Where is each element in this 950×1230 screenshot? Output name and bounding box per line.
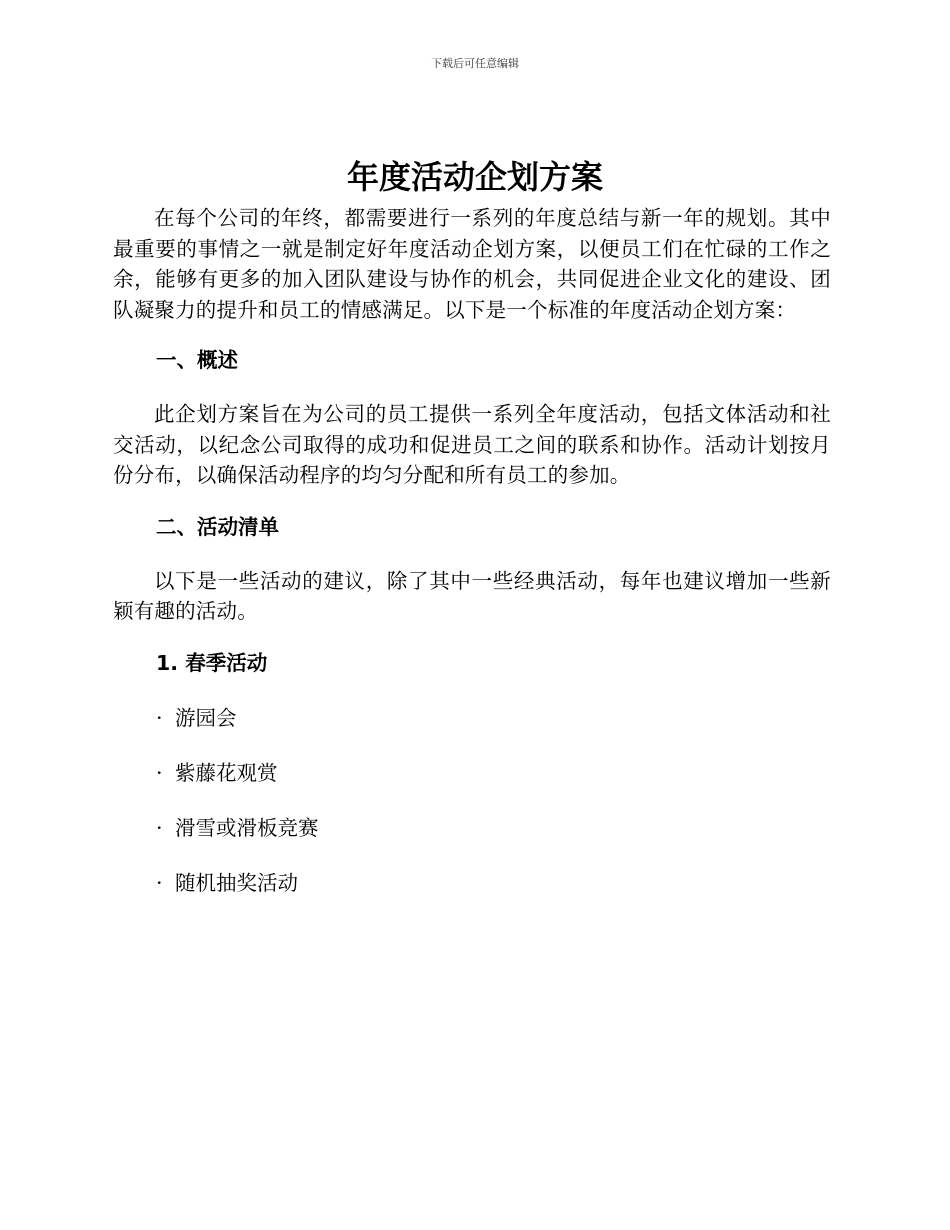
list-item-text: 游园会 [175, 705, 237, 730]
bullet-icon: · [156, 705, 163, 730]
list-item-text: 紫藤花观赏 [175, 760, 278, 785]
spring-activity-list [113, 703, 831, 898]
bullet-icon: · [156, 815, 163, 840]
list-item [113, 813, 831, 843]
list-item [113, 703, 831, 733]
section-body-activity-list: 以下是一些活动的建议，除了其中一些经典活动，每年也建议增加一些新颖有趣的活动。 [113, 568, 831, 623]
list-item-text: 滑雪或滑板竞赛 [175, 815, 319, 840]
document-body [113, 203, 831, 898]
bullet-icon: · [156, 870, 163, 895]
list-item-text: 随机抽奖活动 [175, 870, 298, 895]
intro-paragraph: 在每个公司的年终，都需要进行一系列的年度总结与新一年的规划。其中最重要的事情之一就是制定好年度活动企划方案，以便员工们在忙碌的工作之余，能够有更多的加入团队建设与协作的机会，共同促进企业文化的建设、团队凝聚力的提升和员工的情感满足。以下是一个标准的年度活动企划方案： [113, 206, 831, 322]
page-header-note: 下载后可任意编辑 [431, 57, 519, 70]
section-body-overview: 此企划方案旨在为公司的员工提供一系列全年度活动，包括文体活动和社交活动，以纪念公司取得的成功和促进员工之间的联系和协作。活动计划按月份分布，以确保活动程序的均匀分配和所有员工的参加。 [113, 402, 831, 487]
section-heading-overview: 一、概述 [156, 348, 238, 372]
section-heading-activity-list: 二、活动清单 [156, 514, 279, 539]
subsection-heading-spring: 1. 春季活动 [156, 650, 268, 675]
list-item [113, 868, 831, 898]
document-title: 年度活动企划方案 [346, 158, 603, 196]
bullet-icon: · [156, 760, 163, 785]
list-item [113, 758, 831, 788]
